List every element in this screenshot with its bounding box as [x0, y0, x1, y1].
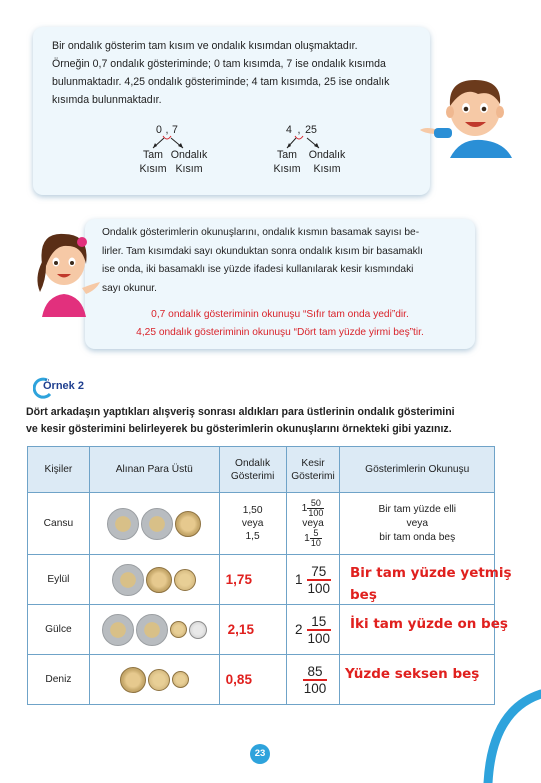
50-kurus-coin-icon	[120, 667, 146, 693]
page-number: 23	[250, 744, 270, 764]
person-name: Cansu	[28, 493, 90, 555]
header-kisiler: Kişiler	[28, 447, 90, 493]
reading-example-2: 4,25 ondalık gösteriminin okunuşu “Dört tam yüzde yirmi beş”tir.	[136, 327, 424, 338]
reading-rule-text	[102, 224, 464, 298]
whole-part-label: Tam Kısım	[139, 149, 167, 175]
1-lira-coin-icon	[141, 508, 173, 540]
whole-part-label: Tam Kısım	[273, 149, 301, 175]
reading-cell: Bir tam yüzde elli veya bir tam onda beş	[340, 493, 495, 555]
example-title: Örnek 2	[43, 380, 84, 392]
decorative-arc	[470, 680, 541, 783]
header-para-ustu: Alınan Para Üstü	[89, 447, 219, 493]
exercise-prompt	[26, 404, 516, 438]
split-diagram-0-7	[131, 124, 221, 180]
fraction-cell: 1 $\frac{75}{100}$	[286, 555, 340, 605]
table-header-row	[28, 447, 495, 493]
decimal-cell: 2,15	[219, 605, 286, 655]
coins-cell	[89, 493, 219, 555]
50-kurus-coin-icon	[175, 511, 201, 537]
decimal-cell: 0,85	[219, 655, 286, 705]
handwritten-reading-eylul: Bir tam yüzde yetmiş beş	[350, 565, 512, 603]
1-lira-coin-icon	[112, 564, 144, 596]
decimal-part-label: Ondalık Kısım	[308, 149, 346, 175]
1-lira-coin-icon	[107, 508, 139, 540]
1-lira-coin-icon	[136, 614, 168, 646]
decimal-cell: 1,75	[219, 555, 286, 605]
table-row	[28, 493, 495, 555]
10-kurus-coin-icon	[172, 671, 189, 688]
person-name: Deniz	[28, 655, 90, 705]
whole-digit: 0	[156, 124, 162, 136]
prompt-line: ve kesir gösterimini belirleyerek bu gösterimlerin okunuşlarını örnekteki gibi yazınız.	[26, 423, 452, 435]
rule-line: Ondalık gösterimlerin okunuşlarını, ondalık kısmın basamak sayısı be-	[102, 227, 420, 238]
header-kesir: Kesir Gösterimi	[286, 447, 340, 493]
fraction-cell: 2 $\frac{15}{100}$	[286, 605, 340, 655]
decimal-digits: 25	[305, 124, 317, 136]
rule-line: ise onda, iki basamaklı ise yüzde ifadesi kullanılarak kesir kısmındaki	[102, 264, 414, 275]
rule-line: lirler. Tam kısımdaki sayı okunduktan sonra ondalık kısım bir basamaklı	[102, 245, 423, 257]
decimal-cell: 1,50 veya 1,5	[219, 493, 286, 555]
info-line: Bir ondalık gösterim tam kısım ve ondalık kısımdan oluşmaktadır.	[52, 40, 358, 52]
1-lira-coin-icon	[102, 614, 134, 646]
coins-cell	[89, 605, 219, 655]
rule-line: sayı okunur.	[102, 282, 157, 294]
50-kurus-coin-icon	[146, 567, 172, 593]
fraction-cell: 1 $\frac{50}{100}$ veya 1 $\frac{5}{10}$	[286, 493, 340, 555]
decimal-digit: 7	[172, 124, 178, 136]
info-line: bulunmaktadır. 4,25 ondalık gösteriminde; 4 tam kısımda, 25 ise ondalık	[52, 76, 390, 88]
decimal-part-label: Ondalık Kısım	[170, 149, 208, 175]
info-box-parts	[33, 27, 430, 195]
girl-character-illustration	[30, 222, 102, 317]
header-okunus: Gösterimlerin Okunuşu	[340, 447, 495, 493]
comma: ,	[297, 124, 301, 136]
header-ondalik: Ondalık Gösterimi	[219, 447, 286, 493]
reading-example-1: 0,7 ondalık gösteriminin okunuşu “Sıfır tam onda yedi”dir.	[151, 309, 409, 320]
comma: ,	[165, 124, 169, 136]
info-line: Örneğin 0,7 ondalık gösteriminde; 0 tam kısımda, 7 ise ondalık kısımda	[52, 58, 386, 70]
info-text	[52, 37, 412, 109]
5-kurus-coin-icon	[189, 621, 207, 639]
25-kurus-coin-icon	[174, 569, 196, 591]
info-box-reading	[85, 219, 475, 349]
person-name: Gülce	[28, 605, 90, 655]
info-line: kısımda bulunmaktadır.	[52, 94, 162, 106]
prompt-line: Dört arkadaşın yaptıkları alışveriş sonrası aldıkları para üstlerinin ondalık gösterimini	[26, 406, 455, 418]
handwritten-reading-gulce: İki tam yüzde on beş	[350, 616, 508, 632]
25-kurus-coin-icon	[148, 669, 170, 691]
handwritten-reading-deniz: Yüzde seksen beş	[345, 666, 480, 682]
fraction-cell: $\frac{85}{100}$	[286, 655, 340, 705]
boy-character-illustration	[420, 68, 525, 163]
coins-cell	[89, 655, 219, 705]
10-kurus-coin-icon	[170, 621, 187, 638]
coins-cell	[89, 555, 219, 605]
split-diagram-4-25	[265, 124, 365, 180]
whole-digit: 4	[286, 124, 292, 136]
person-name: Eylül	[28, 555, 90, 605]
